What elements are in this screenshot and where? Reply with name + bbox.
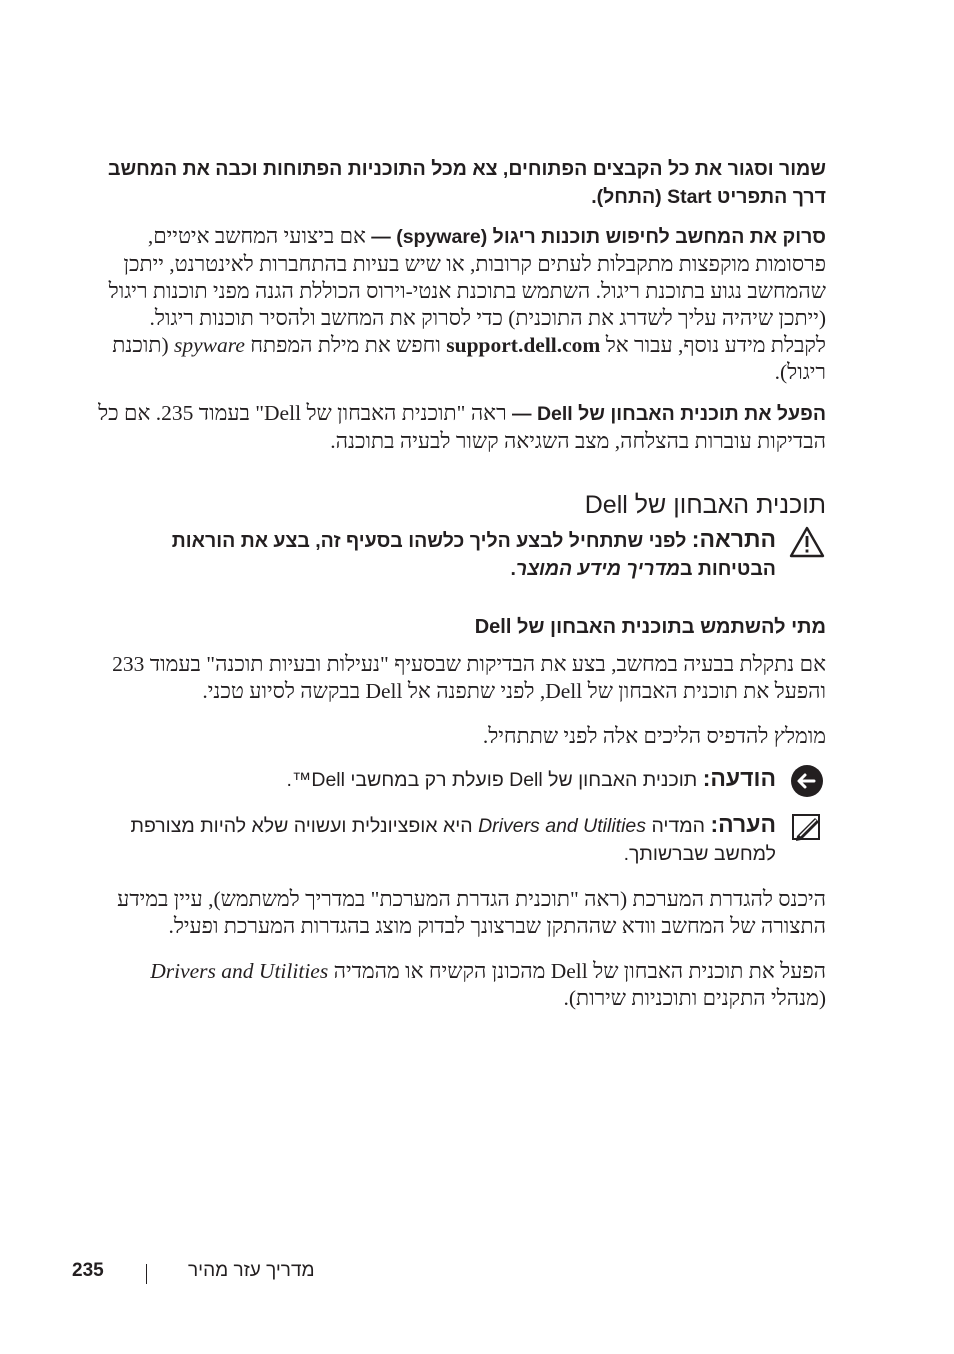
step-close-programs: שמור וסגור את כל הקבצים הפתוחים, צא מכל התוכניות הפתוחות וכבה את המחשב דרך התפריט Start (התחל). — [107, 158, 826, 208]
subsection-title: מתי להשתמש בתוכנית האבחון של Dell — [474, 616, 826, 638]
note-pencil-icon — [788, 810, 826, 844]
body-p1: אם נתקלת בבעיה במחשב, בצע את הבדיקות שבסעיף "נעילות ובעיות תוכנה" בעמוד 233 והפעל את תוכנית האבחון של Dell, לפני שתפנה אל Dell בבקשה לסיוע טכני. — [112, 652, 826, 703]
body-p4-media: Drivers and Utilities — [150, 959, 329, 983]
step-spyware-text-1: אם ביצועי המחשב איטיים, פרסומות מוקפצות מתקבלות לעתים קרובות, או שיש בעיות בהתחברות לאינטרנט, ייתכן שהמחשב נגוע בתוכנת ריגול. השתמש בתוכנת אנטי-וירוס הכוללת הגנה מפני תוכנות ריגול (ייתכן שיהיה עליך לשדרג את התוכנית) כדי לסרוק את המחשב ולהסיר תוכנות ריגול. לקבלת מידע נוסף, עבור אל — [108, 224, 826, 357]
notice-text — [96, 764, 776, 794]
notice-body: תוכנית האבחון של Dell פועלת רק במחשבי Dell™. — [286, 769, 703, 791]
note-callout — [96, 810, 826, 868]
warning-doc-title: מדריך מידע המוצר — [515, 558, 680, 580]
warning-text — [96, 525, 776, 583]
note-media-name: Drivers and Utilities — [478, 815, 647, 837]
warning-text-1: לפני שתתחיל לבצע הליך כלשהו בסעיף זה, בצע את הוראות הבטיחות ב — [171, 530, 776, 580]
page-footer — [0, 1260, 954, 1290]
warning-text-2: . — [510, 558, 516, 580]
step-diag-lead: הפעל את תוכנית האבחון של Dell — — [512, 403, 826, 425]
support-link[interactable]: support.dell.com — [446, 333, 601, 357]
notice-circle-icon — [788, 764, 826, 798]
body-p2: מומלץ להדפיס הליכים אלה לפני שתתחיל. — [482, 724, 826, 748]
note-label: הערה: — [710, 811, 776, 837]
step-spyware-lead: סרוק את המחשב לחיפוש תוכנות ריגול (spyware) — — [371, 226, 826, 248]
page-content — [96, 155, 826, 1026]
body-p4-text: הפעל את תוכנית האבחון של Dell מהכונן הקשיח או מהמדיה — [328, 959, 826, 983]
body-p3: היכנס להגדרת המערכת (ראה "תוכנית הגדרת המערכת" במדריך למשתמש), עיין במידע התצורה של המחשב וודא שההתקן שברצונך לבדוק מוצג בהגדרות המערכת ופעיל. — [117, 887, 826, 938]
notice-callout — [96, 764, 826, 798]
step-diag-text: ראה "תוכנית האבחון של Dell" בעמוד 235. אם כל הבדיקות עוברות בהצלחה, מצב השגיאה קשור לבעיה בתוכנה. — [98, 401, 826, 453]
footer-divider — [146, 1264, 147, 1284]
warning-label: התראה: — [691, 526, 776, 552]
spyware-keyword: spyware — [174, 333, 245, 357]
warning-triangle-icon — [788, 525, 826, 559]
warning-callout — [96, 525, 826, 583]
step-spyware — [96, 223, 826, 386]
note-text-2: היא אופציונלית ועשויה שלא להיות מצורפת למחשב שברשותך. — [130, 815, 776, 865]
step-spyware-text-2: וחפש את מילת המפתח — [244, 333, 447, 357]
notice-label: הודעה: — [702, 765, 776, 791]
body-p4-text-2: (מנהלי התקנים ותוכניות שירות). — [563, 986, 826, 1010]
footer-title: מדריך עזר מהיר — [188, 1260, 315, 1281]
note-text-1: המדיה — [646, 815, 711, 837]
step-run-diagnostics — [96, 400, 826, 455]
step-spyware-text-3: (תוכנת ריגול). — [112, 333, 826, 384]
section-title: תוכנית האבחון של Dell — [584, 491, 826, 519]
page-number: 235 — [72, 1260, 104, 1281]
body-p4 — [96, 958, 826, 1012]
note-text — [96, 810, 776, 868]
